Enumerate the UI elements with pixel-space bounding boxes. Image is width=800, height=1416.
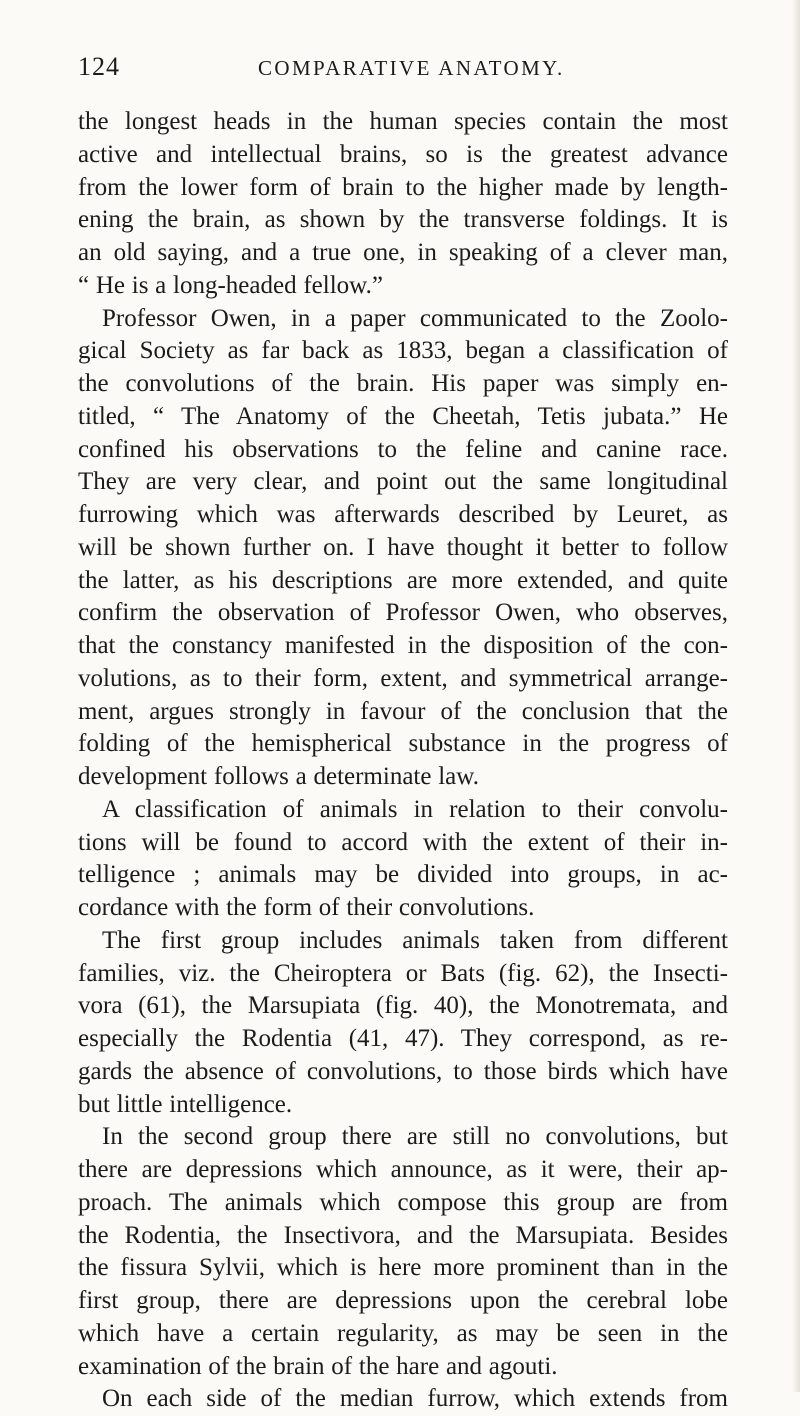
text-line: which have a certain regularity, as may be seen in the (78, 1319, 728, 1347)
page-number: 124 (78, 52, 120, 81)
text-line: especially the Rodentia (41, 47). They correspond, as re- (78, 1025, 728, 1052)
text-line: will be shown further on. I have thought it better to follow (78, 533, 728, 561)
running-head: COMPARATIVE ANATOMY. (258, 56, 565, 80)
text-line: the longest heads in the human species contain the most (78, 108, 728, 135)
text-line: cordance with the form of their convolutions. (78, 894, 535, 921)
text-line: families, viz. the Cheiroptera or Bats (fig. 62), the Insecti- (78, 959, 728, 987)
text-line: “ He is a long-headed fellow.” (78, 271, 383, 299)
text-line: active and intellectual brains, so is the greatest advance (78, 140, 728, 168)
text-line: tions will be found to accord with the extent of their in- (78, 828, 728, 856)
text-line: an old saying, and a true one, in speaking of a clever man, (78, 239, 728, 266)
text-line: from the lower form of brain to the higher made by length- (78, 173, 728, 201)
text-line: telligence ; animals may be divided into groups, in ac- (78, 861, 728, 889)
text-line: the Rodentia, the Insectivora, and the Marsupiata. Besides (78, 1221, 728, 1249)
text-line: On each side of the median furrow, which extends from (102, 1385, 728, 1413)
text-line: but little intelligence. (78, 1090, 293, 1118)
body-text (78, 106, 728, 1416)
text-line: confined his observations to the feline and canine race. (78, 435, 728, 463)
page-edge-shadow (792, 0, 800, 1392)
text-line: that the constancy manifested in the disposition of the con- (78, 632, 728, 659)
text-line: folding of the hemispherical substance in the progress of (78, 730, 728, 758)
text-line: vora (61), the Marsupiata (fig. 40), the Monotremata, and (78, 992, 728, 1020)
text-line: the fissura Sylvii, which is here more prominent than in the (78, 1254, 728, 1282)
text-line: In the second group there are still no convolutions, but (102, 1123, 728, 1151)
text-line: furrowing which was afterwards described by Leuret, as (78, 501, 728, 528)
text-line: development follows a determinate law. (78, 763, 479, 790)
text-line: A classification of animals in relation to their convolu- (102, 795, 728, 823)
text-line: They are very clear, and point out the same longitudinal (78, 468, 728, 496)
text-line: examination of the brain of the hare and agouti. (78, 1352, 558, 1380)
text-line: The first group includes animals taken from different (102, 926, 728, 954)
text-line: proach. The animals which compose this group are from (78, 1188, 728, 1216)
text-line: titled, “ The Anatomy of the Cheetah, Tetis jubata.” He (78, 402, 728, 430)
text-line: volutions, as to their form, extent, and symmetrical arrange- (78, 664, 728, 692)
text-line: the latter, as his descriptions are more extended, and quite (78, 566, 728, 594)
text-line: gards the absence of convolutions, to those birds which have (78, 1057, 728, 1085)
page-header (78, 52, 728, 84)
text-line: there are depressions which announce, as it were, their ap- (78, 1156, 728, 1183)
text-line: ening the brain, as shown by the transverse foldings. It is (78, 206, 728, 234)
text-line: the convolutions of the brain. His paper was simply en- (78, 370, 728, 397)
text-line: first group, there are depressions upon the cerebral lobe (78, 1287, 728, 1314)
text-line: confirm the observation of Professor Owen, who observes, (78, 599, 728, 627)
text-line: ment, argues strongly in favour of the conclusion that the (78, 697, 728, 725)
text-line: Professor Owen, in a paper communicated to the Zoolo- (102, 304, 728, 332)
text-line: gical Society as far back as 1833, began a classification of (78, 337, 728, 365)
